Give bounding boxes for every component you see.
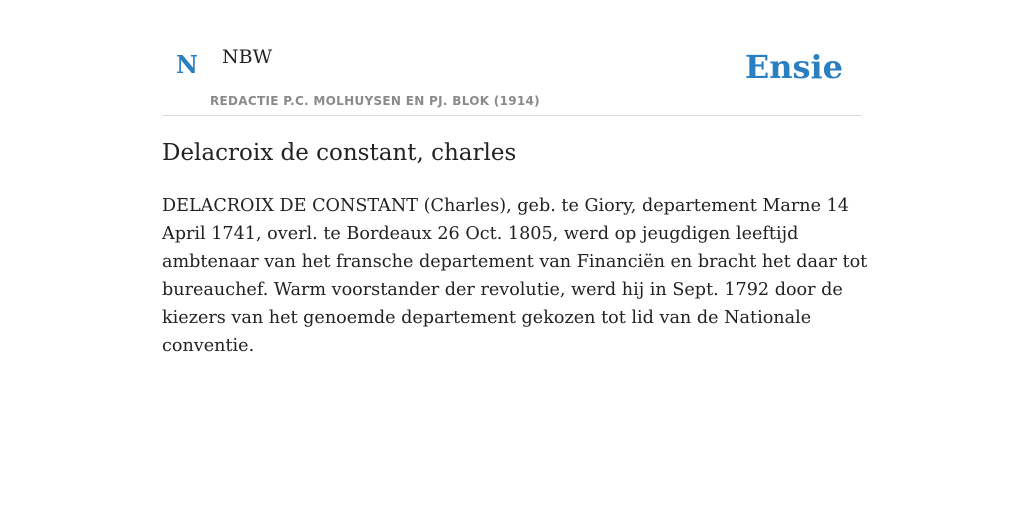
source-logo: N	[176, 50, 198, 79]
article-body: DELACROIX DE CONSTANT (Charles), geb. te Giory, departement Marne 14 April 1741, overl. te Bordeaux 26 Oct. 1805, werd op jeugdigen leeftijd ambtenaar van het fransche departement van Financiën en bracht het daar tot bureauchef. Warm voorstander der revolutie, werd hij in Sept. 1792 door de kiezers van het genoemde departement gekozen tot lid van de Nationale conventie.	[162, 196, 868, 356]
source-header	[162, 0, 862, 116]
source-name[interactable]: NBW	[222, 46, 273, 68]
brand-logo-link[interactable]: Ensie	[744, 48, 843, 86]
article-title: Delacroix de constant, charles	[162, 140, 517, 166]
source-subtitle: REDACTIE P.C. MOLHUYSEN EN PJ. BLOK (1914)	[210, 94, 540, 108]
